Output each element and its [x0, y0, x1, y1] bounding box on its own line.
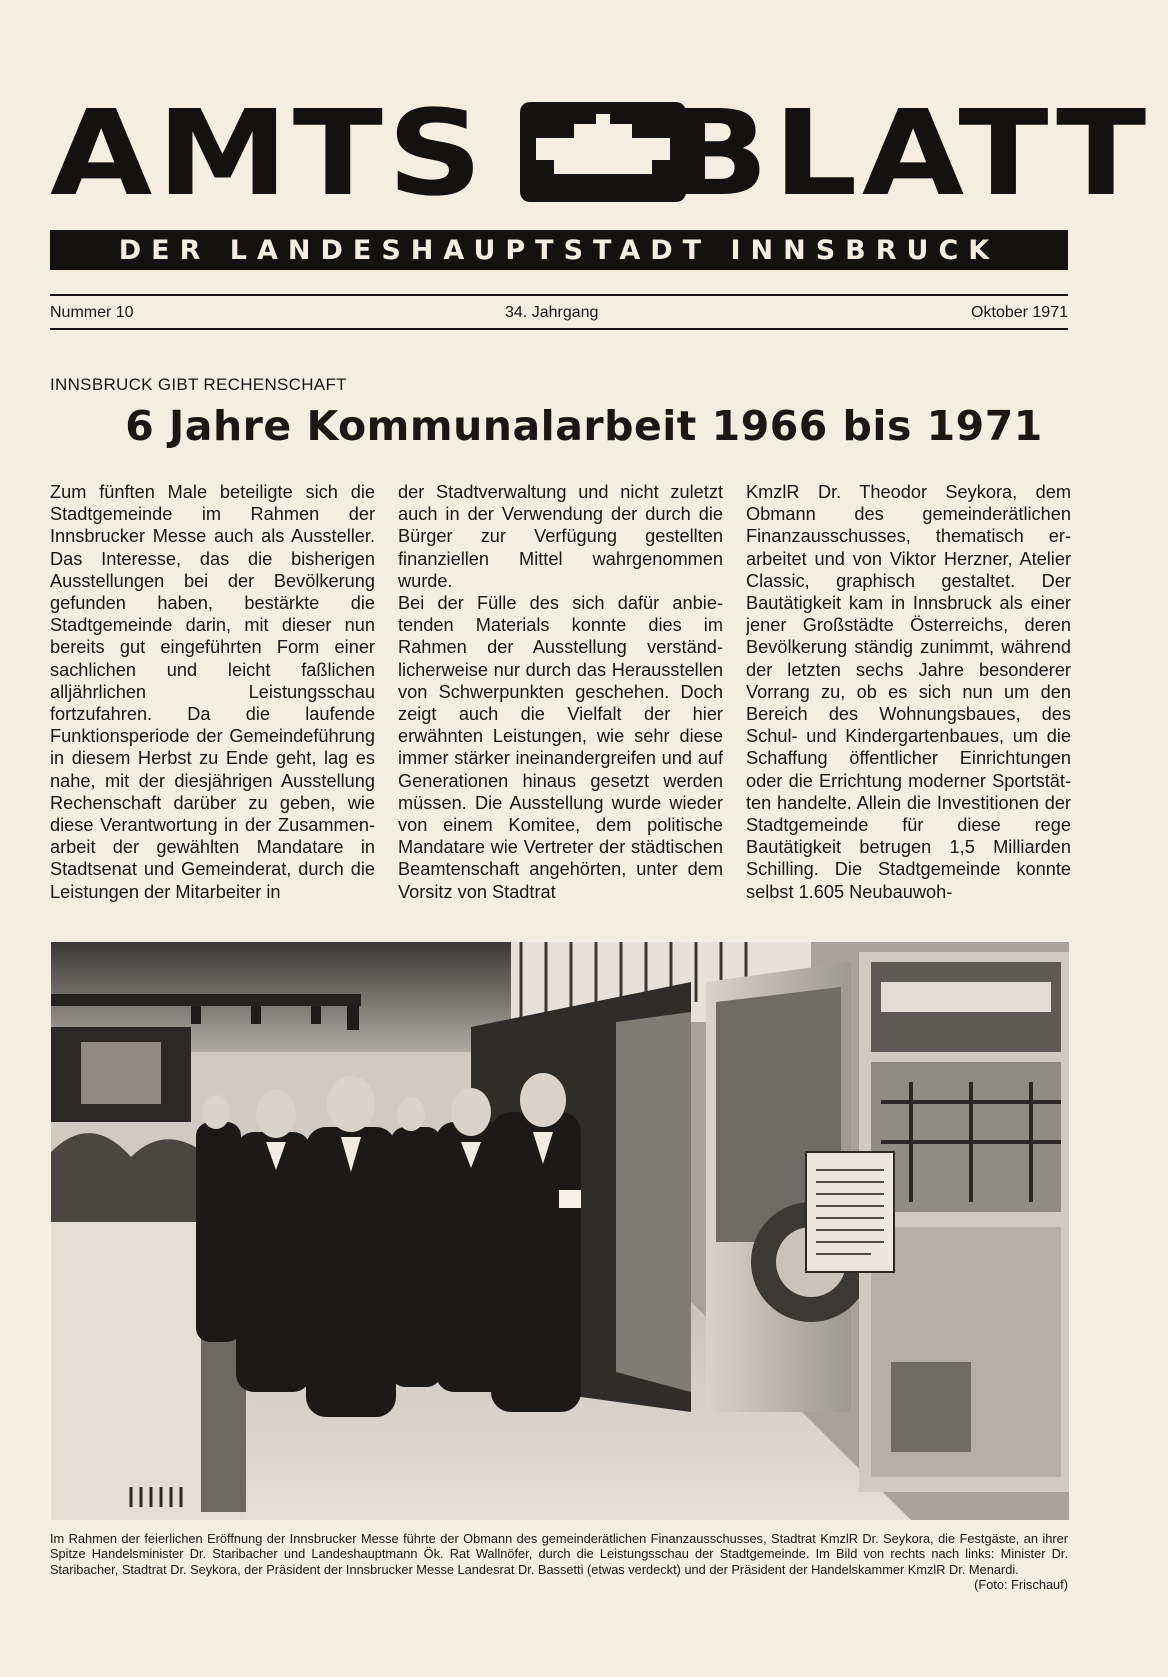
article-column-2-para-2: Bei der Fülle des sich dafür anbietenden Materials konnte dies im Rahmen der Ausstellung verständlicherweise nur durch das Herausstellen von Schwerpunkten geschehen. Doch zeigt auch die Vielfalt der hier erwähnten Leistungen, wie sehr diese immer stärker ineinandergreifen und auf Generationen hinaus gesetzt werden müssen. Die Ausstellung wurde wieder von einem Komitee, dem politische Mandatare wie Vertreter der städtischen Beamtenschaft angehörten, unter dem Vorsitz von Stadtrat: [398, 593, 723, 902]
masthead-word-left: AMTS: [50, 84, 488, 222]
issue-volume: 34. Jahrgang: [505, 304, 599, 321]
exhibition-photo: [51, 942, 1069, 1520]
masthead: [50, 84, 1151, 222]
city-crest-icon: [520, 102, 686, 202]
article-column-1: Zum fünften Male beteiligte sich die Stadtgemeinde im Rahmen der Innsbrucker Messe auch als Aussteller. Das Interesse, das die bisherigen Ausstellungen bei der Bevölkerung gefunden haben, bestärkte die Stadtgemeinde darin, mit dieser nun bereits gut eingeführten Form einer sachlichen und leicht faßlichen alljährlichen Leistungsschau fortzufahren. Da die laufende Funktionsperiode der Gemeindeführung in diesem Herbst zu Ende geht, lag es nahe, mit der diesjährigen Ausstellung Rechenschaft darüber zu geben, wie diese Verantwortung in der Zusammenarbeit der gewählten Mandatare in Stadtsenat und Gemeinderat, durch die Leistungen der Mitarbeiter in: [50, 482, 375, 902]
article-headline: 6 Jahre Kommunalarbeit 1966 bis 1971: [125, 402, 1043, 450]
photo-caption-text: Im Rahmen der feierlichen Eröffnung der Innsbrucker Messe führte der Obmann des gemeinderätlichen Finanzausschusses, Stadtrat KmzlR Dr. Seykora, die Festgäste, an ihrer Spitze Handelsminister Dr. Staribacher und Landeshauptmann Ök. Rat Wallnöfer, durch die Leistungsschau der Stadtgemeinde. Im Bild von rechts nach links: Minister Dr. Staribacher, Stadtrat Dr. Seykora, der Präsident der Innsbrucker Messe Landesrat Dr. Bassetti (etwas verdeckt) und der Präsident der Handelskammer KmzlR Dr. Menardi.: [50, 1531, 1068, 1577]
issue-rule-top: [50, 294, 1068, 296]
issue-rule-bottom: [50, 328, 1068, 330]
masthead-word-right: BLATT: [668, 84, 1151, 222]
article-column-3: KmzlR Dr. Theodor Seykora, dem Obmann des gemeinderätlichen Finanzausschusses, thematisch erarbeitet und von Viktor Herzner, Atelier Classic, graphisch gestaltet. Der Bautätigkeit kam in Innsbruck als einer jener Großstädte Österreichs, deren Bevölkerung ständig zunimmt, während der letzten sechs Jahre besonderer Vorrang zu, ob es sich nun um den Bereich des Wohnungsbaues, des Schul- und Kindergartenbaues, um die Schaffung öffentlicher Einrichtungen oder die Errichtung moderner Sportstätten handelte. Allein die Investitionen der Stadtgemeinde für diese rege Bautätigkeit betrugen 1,5 Milliarden Schilling. Die Stadtgemeinde konnte selbst 1.605 Neubauwoh-: [746, 482, 1071, 902]
article-column-2-para-1: der Stadtverwaltung und nicht zuletzt auch in der Verwendung der durch die Bürger zur Verfügung gestellten finanziellen Mittel wahrgenommen wurde.: [398, 482, 723, 591]
article-kicker: INNSBRUCK GIBT RECHENSCHAFT: [50, 375, 347, 394]
issue-date: Oktober 1971: [971, 304, 1068, 321]
article-column-2: [398, 481, 723, 926]
photo-caption: [50, 1531, 1068, 1593]
exhibition-photo-icon: [51, 942, 1069, 1520]
masthead-subtitle: DER LANDESHAUPTSTADT INNSBRUCK: [50, 230, 1068, 270]
photo-credit: (Foto: Frischauf): [974, 1577, 1068, 1593]
issue-number: Nummer 10: [50, 304, 134, 321]
